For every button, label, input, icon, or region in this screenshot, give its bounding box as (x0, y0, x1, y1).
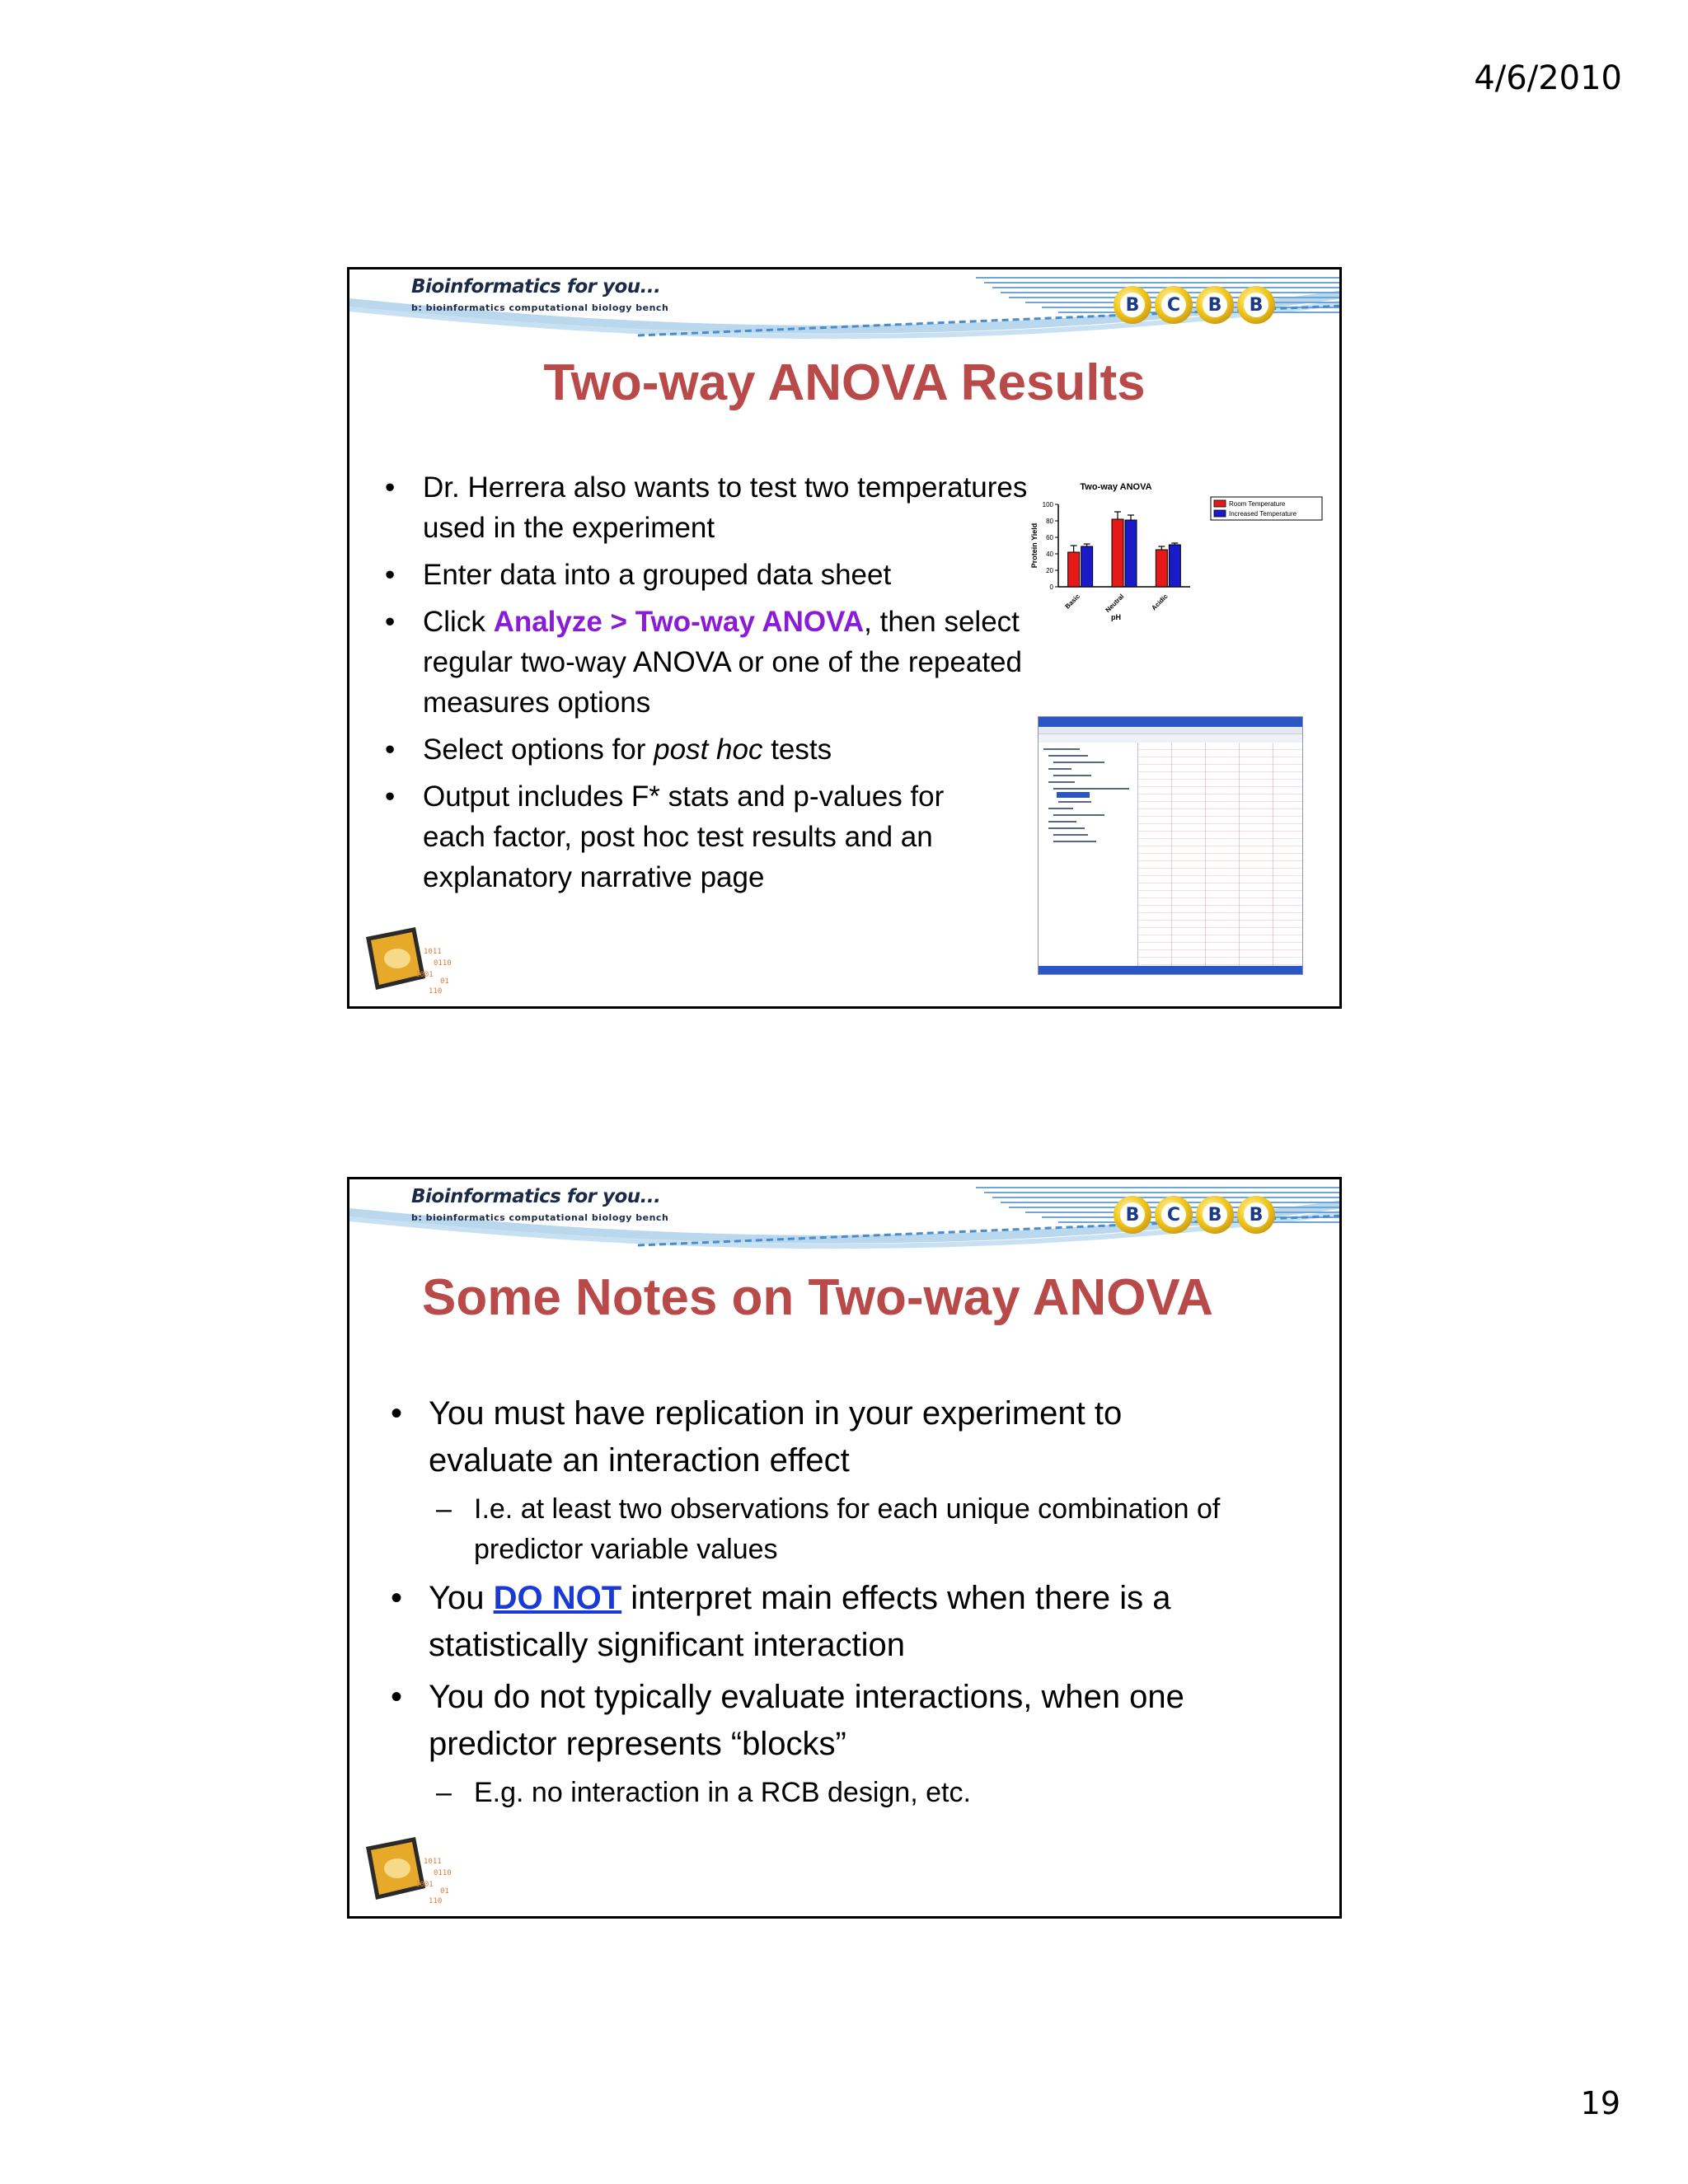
legend-swatch (1214, 510, 1226, 517)
svg-text:0110: 0110 (434, 959, 452, 968)
thumb-nav-lines (1039, 743, 1137, 940)
y-tick-label: 100 (1042, 501, 1053, 509)
logo-letter: B (1244, 1202, 1268, 1227)
logo-letter: B (1203, 293, 1227, 317)
y-tick-label: 40 (1046, 551, 1053, 558)
bar (1169, 545, 1180, 587)
legend-label: Room Temperature (1229, 500, 1286, 508)
thumb-taskbar (1039, 966, 1302, 974)
page-date: 4/6/2010 (1474, 59, 1622, 97)
bullet-item: • Output includes F* stats and p-values for each factor, post hoc test results and an explanatory narrative page (385, 776, 1000, 898)
legend-label: Increased Temperature (1229, 510, 1297, 518)
bullet-item: • Dr. Herrera also wants to test two temperatures used in the experiment (385, 467, 1044, 548)
thumb-results-grid (1138, 743, 1302, 966)
bar (1081, 546, 1093, 587)
bcbb-logo (1114, 1196, 1275, 1234)
bullet-item: • You must have replication in your experiment to evaluate an interaction effect (391, 1390, 1253, 1484)
logo-letter: C (1161, 293, 1186, 317)
thumb-titlebar (1039, 717, 1302, 727)
laptop-corner-art (358, 921, 498, 1003)
x-tick-label: Basic (1063, 593, 1082, 611)
page-number: 19 (1580, 2085, 1620, 2121)
x-tick-label: Neutral (1104, 593, 1126, 614)
slide-title: Some Notes on Two-way ANOVA (422, 1269, 1213, 1326)
graphpad-screenshot-thumbnail (1038, 716, 1303, 975)
bullet-list (391, 1390, 1314, 1818)
bar (1156, 550, 1167, 587)
laptop-corner-art (358, 1830, 498, 1913)
svg-text:110: 110 (429, 1897, 443, 1905)
bullet-item: • You DO NOT interpret main effects when there is a statistically significant interaction (391, 1575, 1294, 1669)
thumb-body (1039, 743, 1302, 966)
svg-text:01: 01 (440, 1887, 449, 1896)
sub-bullet-item: – E.g. no interaction in a RCB design, etc. (436, 1773, 1314, 1813)
bullet-item: • You do not typically evaluate interactions, when one predictor represents “blocks” (391, 1674, 1319, 1768)
y-tick-label: 80 (1046, 518, 1053, 525)
logo-letter: B (1203, 1202, 1227, 1227)
svg-text:1011: 1011 (424, 948, 442, 956)
svg-text:01: 01 (440, 977, 449, 986)
logo-letter: B (1120, 293, 1145, 317)
y-axis-label: Protein Yield (1030, 523, 1039, 569)
slide-title: Two-way ANOVA Results (543, 354, 1146, 411)
two-way-anova-chart (1025, 476, 1339, 640)
brand-subtitle: b: bioinformatics computational biology bench (411, 302, 669, 313)
slide-banner (349, 269, 1339, 352)
svg-text:1001: 1001 (415, 971, 434, 979)
logo-letter: C (1161, 1202, 1186, 1227)
bcbb-logo (1114, 286, 1275, 324)
thumb-navigator (1039, 743, 1138, 966)
thumb-menubar (1039, 727, 1302, 734)
bullet-item: • Click Analyze > Two-way ANOVA, then select regular two-way ANOVA or one of the repeated measures options (385, 602, 1033, 723)
svg-text:1011: 1011 (424, 1858, 442, 1866)
logo-letter: B (1120, 1202, 1145, 1227)
brand-subtitle: b: bioinformatics computational biology bench (411, 1212, 669, 1223)
brand-title: Bioinformatics for you... (411, 1186, 661, 1207)
svg-text:0110: 0110 (434, 1869, 452, 1877)
x-axis-label: pH (1111, 613, 1121, 621)
y-tick-label: 20 (1046, 567, 1053, 574)
do-not-emphasis: DO NOT (493, 1580, 622, 1616)
bullet-list (385, 467, 1044, 904)
chart-svg (1025, 476, 1339, 640)
sub-bullet-item: – I.e. at least two observations for each unique combination of predictor variable values (436, 1489, 1314, 1570)
y-tick-label: 0 (1049, 583, 1053, 591)
bar (1125, 520, 1137, 587)
bar (1068, 552, 1080, 587)
menu-path-highlight: Analyze > Two-way ANOVA (493, 606, 865, 638)
slide-two-way-anova-results (347, 267, 1342, 1009)
brand-title: Bioinformatics for you... (411, 276, 661, 298)
legend-swatch (1214, 500, 1226, 507)
chart-title: Two-way ANOVA (1080, 482, 1152, 492)
bullet-item: • Enter data into a grouped data sheet (385, 555, 1044, 595)
bar (1112, 519, 1123, 587)
slide-banner (349, 1179, 1339, 1262)
slide-notes-two-way-anova (347, 1177, 1342, 1919)
svg-text:110: 110 (429, 987, 443, 996)
logo-letter: B (1244, 293, 1268, 317)
x-tick-label: Acidic (1150, 593, 1170, 612)
bullet-item: • Select options for post hoc tests (385, 729, 1044, 770)
y-tick-label: 60 (1046, 534, 1053, 541)
svg-text:1001: 1001 (415, 1881, 434, 1889)
